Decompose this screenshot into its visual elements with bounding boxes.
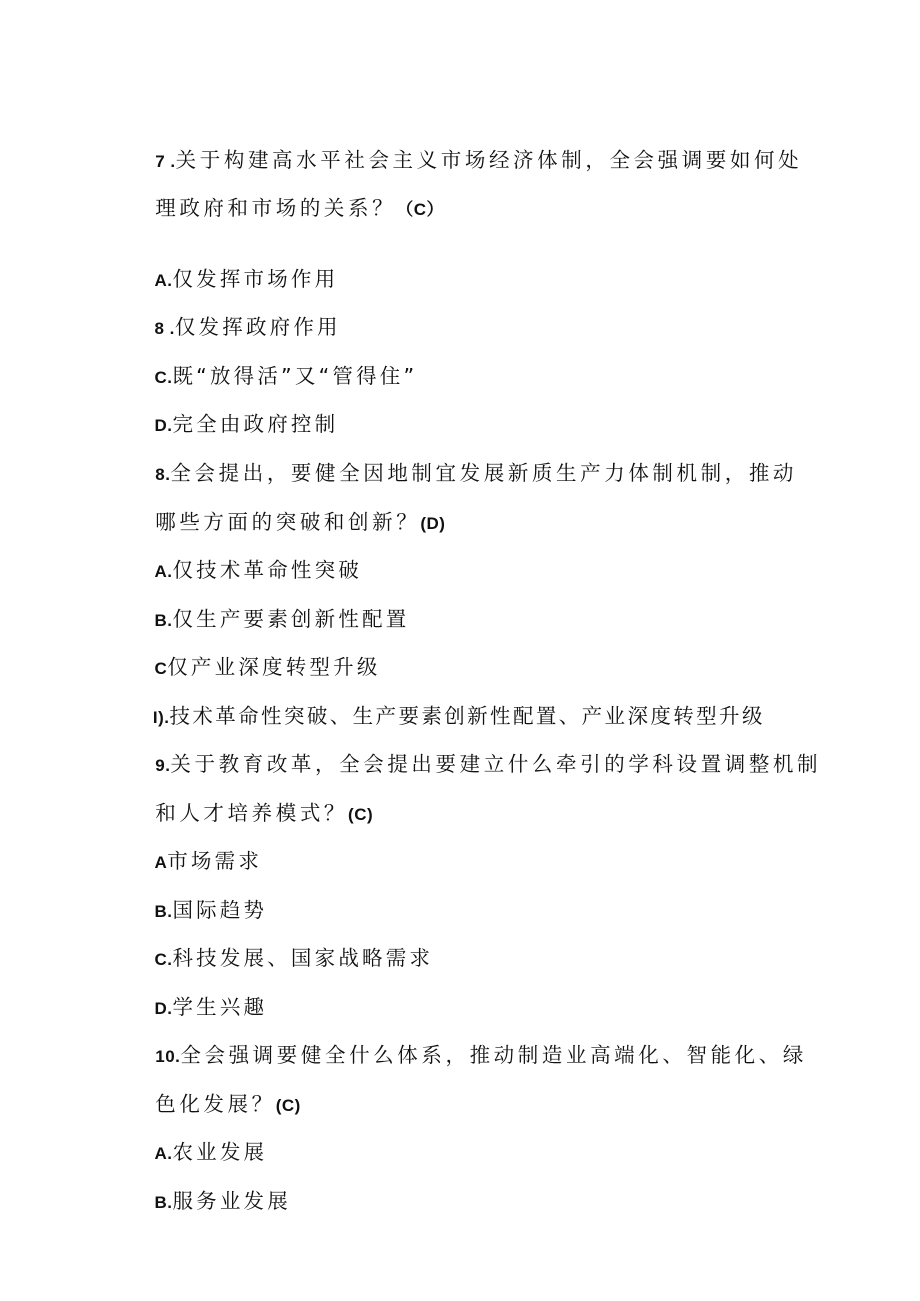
answer-marker: （C）	[396, 200, 445, 219]
option-letter: B.	[154, 611, 173, 630]
question-7-line-2	[135, 166, 444, 224]
question-text: 关于教育改革，全会提出要建立什么牵引的学科设置调整机制	[170, 752, 822, 776]
option-text: 农业发展	[172, 1140, 268, 1164]
question-text: 全会提出，要健全因地制宜发展新质生产力体制机制，推动	[170, 461, 798, 485]
option-text: 仅发挥政府作用	[174, 315, 341, 339]
option-text: 服务业发展	[172, 1189, 291, 1213]
question-number: 10.	[155, 1047, 181, 1066]
option-text: 学生兴趣	[172, 995, 268, 1019]
option-text: 仅生产要素创新性配置	[172, 607, 410, 631]
option-letter: B.	[154, 1193, 173, 1212]
option-letter: B.	[154, 902, 173, 921]
question-number: 7 .	[155, 152, 176, 171]
option-letter: D.	[154, 999, 173, 1018]
option-text: 市场需求	[167, 849, 263, 873]
option-letter: A.	[154, 562, 173, 581]
answer-marker: (C)	[275, 1096, 301, 1115]
option-text: 国际趋势	[172, 898, 268, 922]
option-letter: D.	[154, 416, 173, 435]
answer-marker: (D)	[420, 514, 446, 533]
option-letter: C	[154, 659, 168, 678]
question-number: 8.	[155, 465, 171, 484]
question-text: 理政府和市场的关系？	[155, 196, 397, 220]
option-letter: A	[154, 853, 168, 872]
option-text: 仅发挥市场作用	[172, 267, 339, 291]
option-letter: 8 .	[154, 319, 175, 338]
question-text: 哪些方面的突破和创新？	[155, 510, 421, 534]
option-text: 完全由政府控制	[172, 412, 339, 436]
question-10-option-b	[135, 1159, 291, 1217]
option-text: 科技发展、国家战略需求	[172, 946, 434, 970]
option-text: 既“放得活”又“管得住”	[172, 364, 418, 388]
question-number: 9.	[155, 756, 171, 775]
option-text: 仅技术革命性突破	[172, 558, 363, 582]
answer-marker: (C)	[348, 805, 374, 824]
option-letter: A.	[154, 271, 173, 290]
option-letter: C.	[154, 950, 173, 969]
option-letter: C.	[154, 368, 173, 387]
option-letter: I).	[152, 708, 170, 727]
option-text: 技术革命性突破、生产要素创新性配置、产业深度转型升级	[169, 704, 765, 728]
question-text: 全会强调要健全什么体系，推动制造业高端化、智能化、绿	[180, 1043, 807, 1067]
question-text: 色化发展？	[155, 1092, 276, 1116]
question-text: 关于构建高水平社会主义市场经济体制，全会强调要如何处	[175, 148, 803, 172]
question-text: 和人才培养模式？	[155, 801, 349, 825]
option-letter: A.	[154, 1144, 173, 1163]
option-text: 仅产业深度转型升级	[167, 655, 381, 679]
